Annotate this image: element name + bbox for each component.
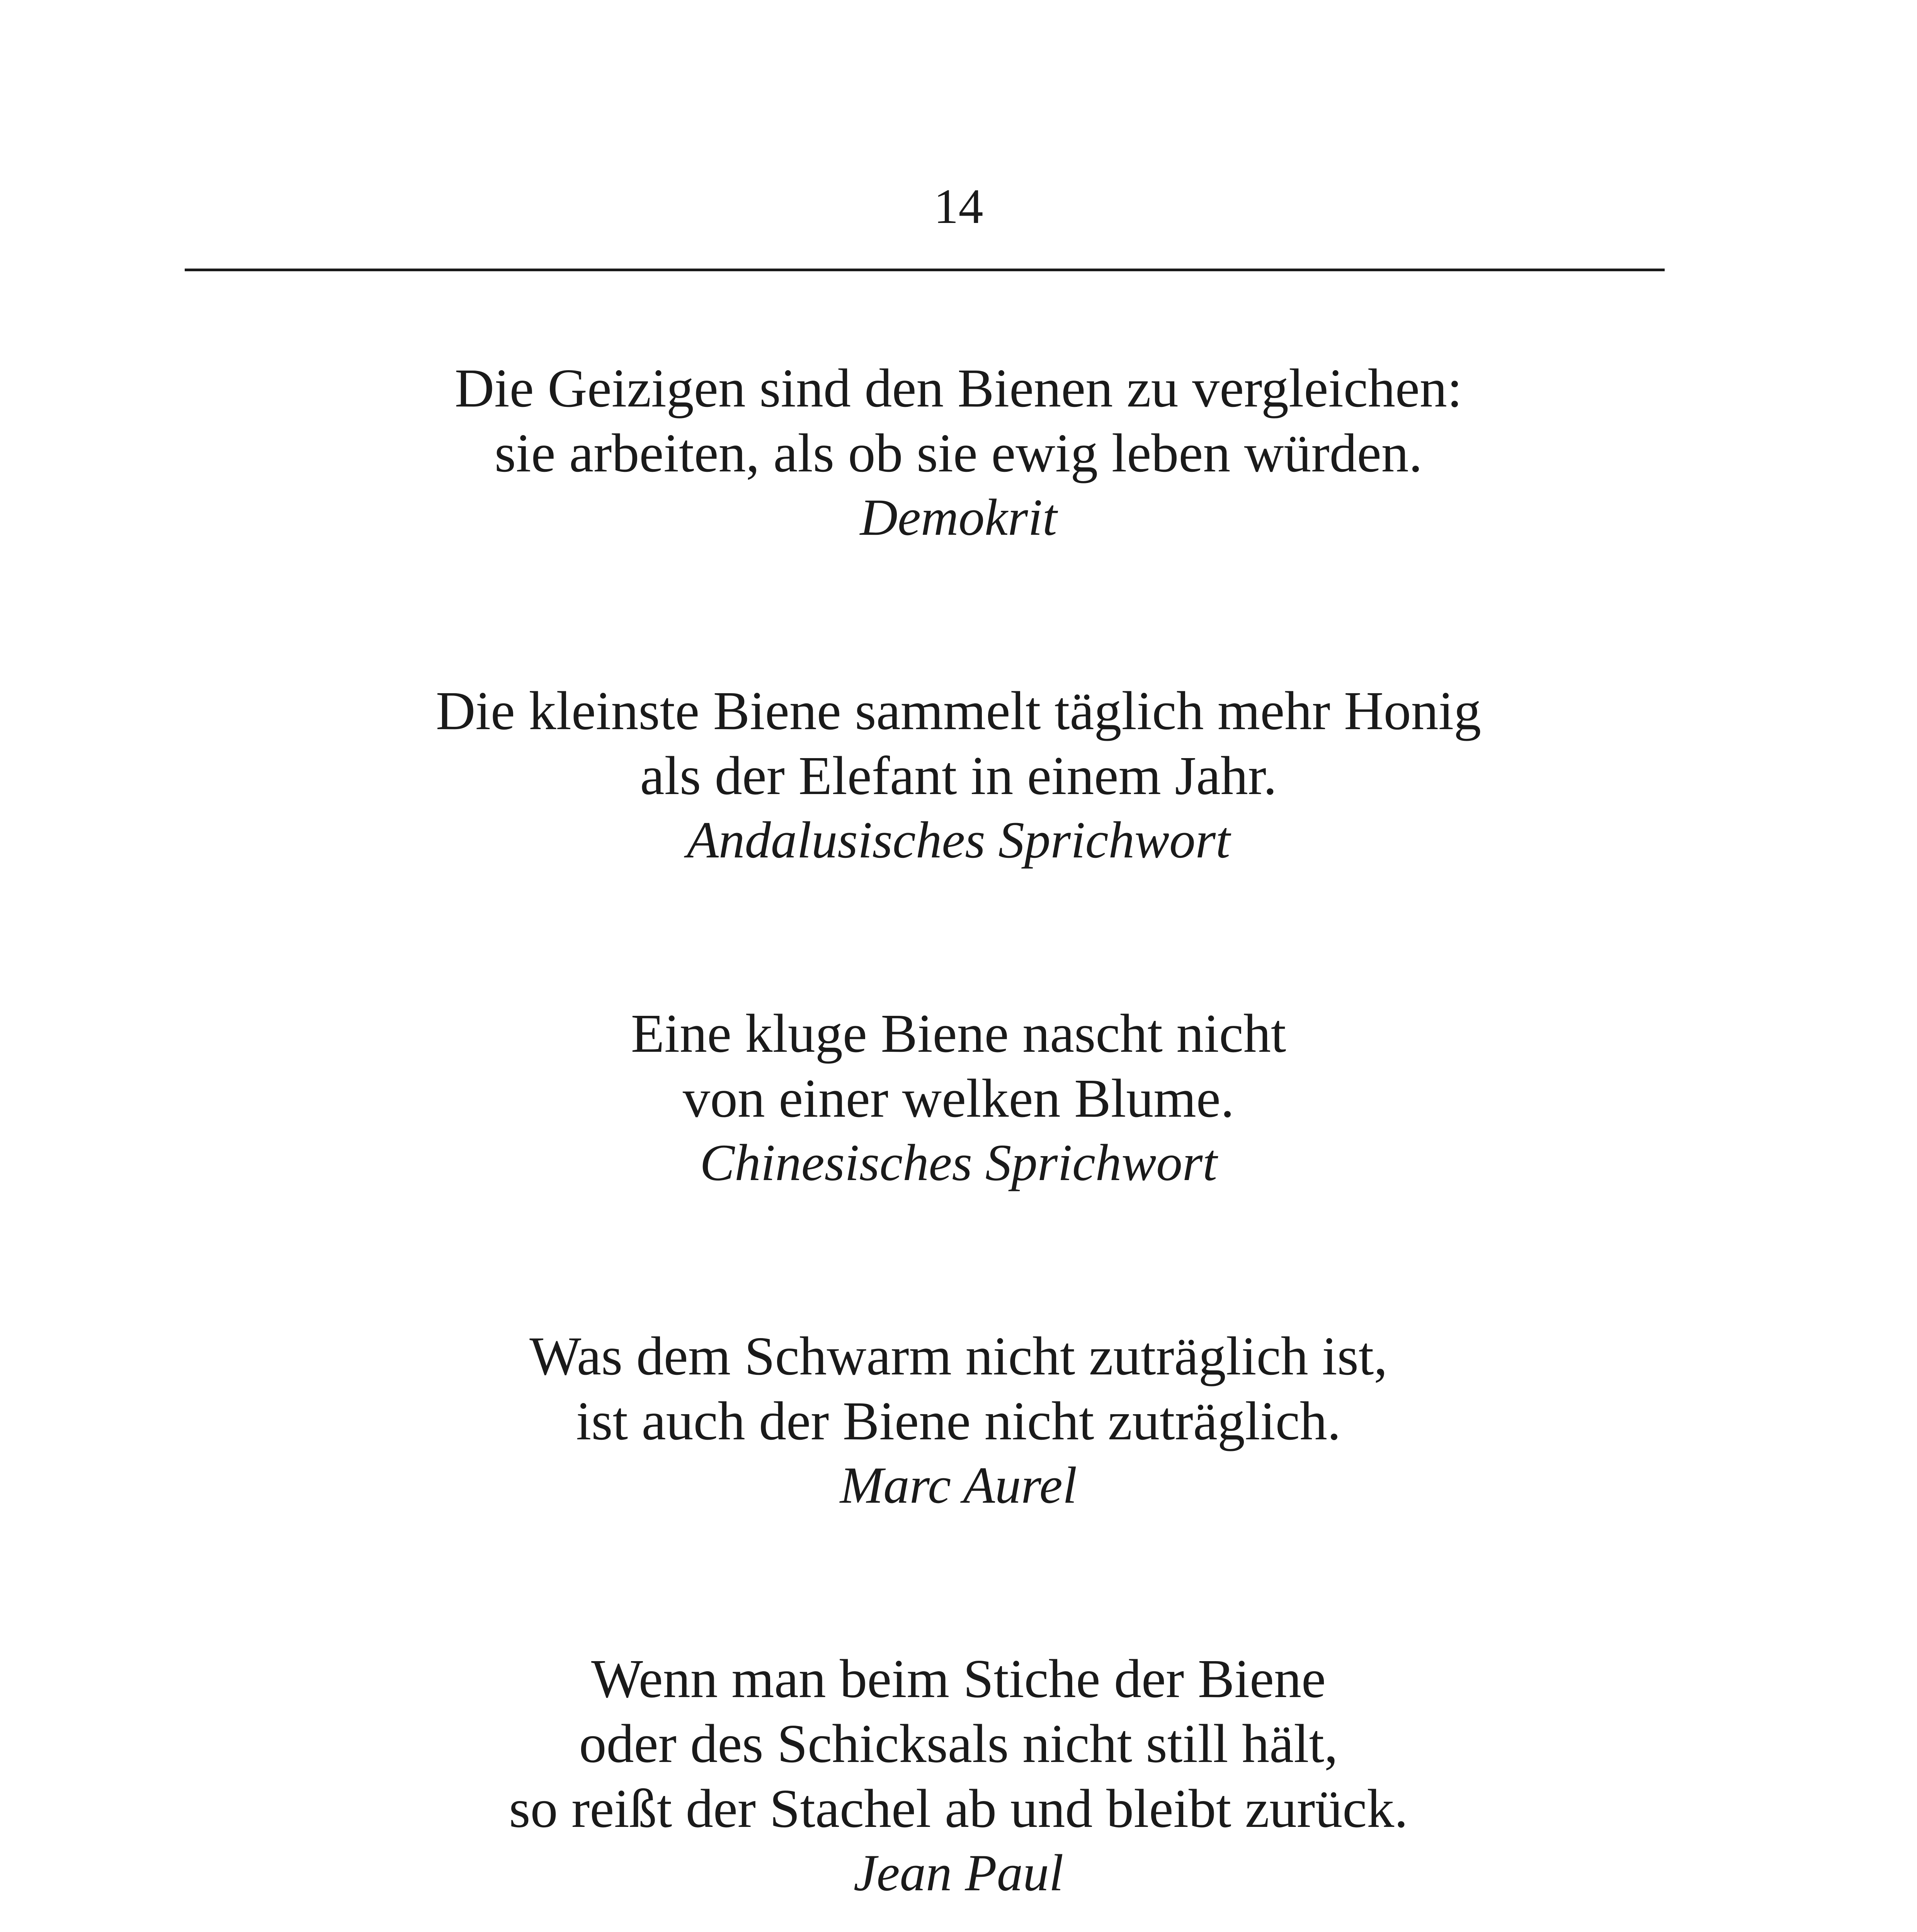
- quote-line: Eine kluge Biene nascht nicht: [631, 1003, 1286, 1064]
- quote-line: Was dem Schwarm nicht zuträglich ist,: [529, 1325, 1388, 1386]
- quote-author: Chinesisches Sprichwort: [700, 1134, 1217, 1192]
- quote-author: Jean Paul: [853, 1844, 1064, 1902]
- quote-author: Marc Aurel: [840, 1457, 1077, 1514]
- quote-jean-paul: [0, 1646, 1917, 1906]
- quote-line: von einer welken Blume.: [682, 1068, 1235, 1129]
- header-rule: [185, 269, 1665, 271]
- quote-line: Die Geizigen sind den Bienen zu vergleichen:: [454, 357, 1463, 418]
- quote-andalusisches-sprichwort: [0, 678, 1917, 873]
- quote-line: so reißt der Stachel ab und bleibt zurück.: [509, 1778, 1408, 1839]
- quote-chinesisches-sprichwort: [0, 1001, 1917, 1196]
- quote-author: Andalusisches Sprichwort: [687, 811, 1230, 869]
- quote-line: Die kleinste Biene sammelt täglich mehr Honig: [435, 680, 1482, 741]
- quote-line: ist auch der Biene nicht zuträglich.: [576, 1390, 1341, 1451]
- quote-demokrit: [0, 355, 1917, 550]
- page-content: [0, 355, 1917, 1932]
- quote-line: oder des Schicksals nicht still hält,: [579, 1713, 1338, 1774]
- quote-line: als der Elefant in einem Jahr.: [640, 745, 1277, 806]
- quote-author: Demokrit: [860, 489, 1057, 546]
- quote-line: Wenn man beim Stiche der Biene: [591, 1648, 1326, 1709]
- page-number: 14: [934, 179, 983, 234]
- quote-line: sie arbeiten, als ob sie ewig leben würden.: [494, 422, 1423, 483]
- quote-marc-aurel: [0, 1323, 1917, 1518]
